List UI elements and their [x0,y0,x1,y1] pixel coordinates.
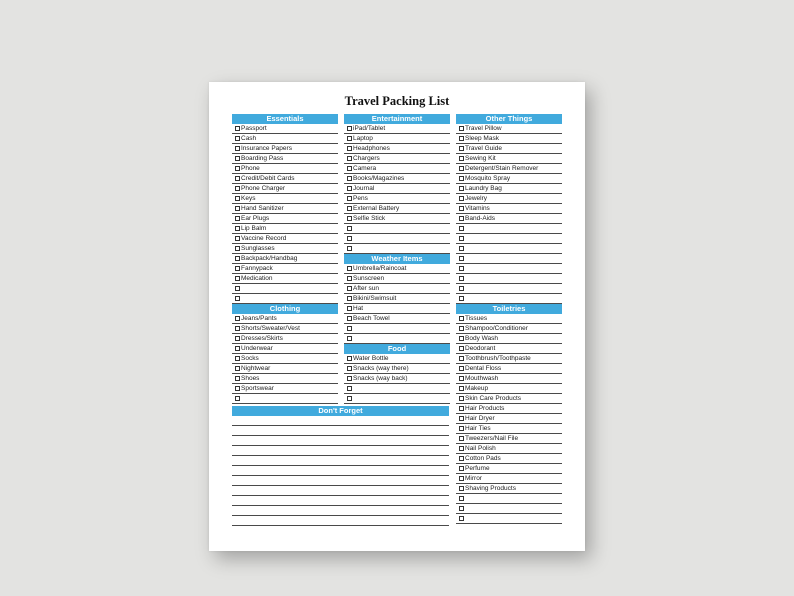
section-food [344,344,450,404]
checklist-item-label: Insurance Papers [241,145,292,152]
checklist-item-label: Mirror [465,475,482,482]
checklist-item [456,224,562,234]
checklist-item-label: Snacks (way back) [353,375,408,382]
checklist-item-label: Laundry Bag [465,185,502,192]
checkbox-icon[interactable] [459,136,464,141]
checklist-item [456,294,562,304]
checklist-item [232,154,338,164]
checklist-item-label: Keys [241,195,256,202]
write-in-line [232,496,449,506]
checklist-item [456,334,562,344]
checklist-item [232,364,338,374]
checklist-item [456,154,562,164]
checklist-item [456,344,562,354]
checklist-item [456,184,562,194]
checkbox-icon[interactable] [235,236,240,241]
checklist-item [456,414,562,424]
checkbox-icon[interactable] [459,146,464,151]
other-things-list [456,124,562,304]
checklist-item-label: Backpack/Handbag [241,255,298,262]
checkbox-icon[interactable] [235,316,240,321]
checkbox-icon[interactable] [235,176,240,181]
checklist-item-label: Shampoo/Conditioner [465,325,528,332]
checklist-item [344,134,450,144]
checklist-item [456,514,562,524]
checkbox-icon[interactable] [459,366,464,371]
checkbox-icon[interactable] [235,356,240,361]
checkbox-icon[interactable] [347,336,352,341]
checklist-item-label: Toothbrush/Toothpaste [465,355,531,362]
checkbox-icon[interactable] [235,366,240,371]
checklist-item-label: Dresses/Skirts [241,335,283,342]
checklist-item [344,274,450,284]
checklist-item-label: Cotton Pads [465,455,501,462]
checklist-item [456,434,562,444]
write-in-line [232,506,449,516]
checklist-item [344,284,450,294]
section-dont-forget [232,406,449,526]
checklist-item [344,234,450,244]
checkbox-icon[interactable] [235,266,240,271]
checkbox-icon[interactable] [235,226,240,231]
checkbox-icon[interactable] [459,506,464,511]
weather-items-header: Weather Items [344,254,450,264]
checklist-item-label: Mouthwash [465,375,499,382]
checklist-item-label: Shoes [241,375,260,382]
checkbox-icon[interactable] [347,126,352,131]
checklist-item-label: Boarding Pass [241,155,284,162]
write-in-line [232,516,449,526]
checkbox-icon[interactable] [459,286,464,291]
checklist-item [344,294,450,304]
checkbox-icon[interactable] [347,296,352,301]
checklist-item-label: Skin Care Products [465,395,521,402]
checkbox-icon[interactable] [459,236,464,241]
checkbox-icon[interactable] [235,136,240,141]
checklist-item-label: Underwear [241,345,273,352]
checklist-item [232,314,338,324]
checkbox-icon[interactable] [347,286,352,291]
checklist-item [456,234,562,244]
checklist-item [456,444,562,454]
checklist-item [232,184,338,194]
checklist-item [456,374,562,384]
checklist-item [456,134,562,144]
section-other-things [456,114,562,304]
checklist-item-label: Tissues [465,315,488,322]
checklist-item [456,164,562,174]
checklist-item [456,384,562,394]
checklist-item-label: Sportswear [241,385,274,392]
checkbox-icon[interactable] [235,146,240,151]
dont-forget-lines [232,416,449,526]
checklist-item [456,464,562,474]
checklist-item [456,194,562,204]
checklist-item-label: Detergent/Stain Remover [465,165,539,172]
checkbox-icon[interactable] [459,186,464,191]
checklist-item-label: Sunglasses [241,245,275,252]
checklist-item [456,274,562,284]
checklist-item [456,244,562,254]
checklist-item [344,354,450,364]
checklist-item [344,204,450,214]
write-in-line [232,486,449,496]
checklist-item [456,144,562,154]
checkbox-icon[interactable] [459,376,464,381]
checklist-item-label: iPad/Tablet [353,125,386,132]
checklist-item-label: Cash [241,135,257,142]
checkbox-icon[interactable] [459,356,464,361]
checklist-item [456,424,562,434]
checklist-item [232,124,338,134]
checkbox-icon[interactable] [347,166,352,171]
checkbox-icon[interactable] [459,126,464,131]
checkbox-icon[interactable] [459,346,464,351]
checkbox-icon[interactable] [347,206,352,211]
checklist-item [232,204,338,214]
checkbox-icon[interactable] [459,446,464,451]
checkbox-icon[interactable] [347,136,352,141]
column-right [456,114,562,524]
essentials-header: Essentials [232,114,338,124]
write-in-line [232,426,449,436]
other-things-header: Other Things [456,114,562,124]
checkbox-icon[interactable] [347,366,352,371]
write-in-line [232,446,449,456]
checklist-item-label: Fannypack [241,265,273,272]
checklist-item-label: Camera [353,165,377,172]
checklist-item [232,254,338,264]
checklist-item-label: Jeans/Pants [241,315,277,322]
checkbox-icon[interactable] [459,336,464,341]
checkbox-icon[interactable] [347,216,352,221]
checkbox-icon[interactable] [459,426,464,431]
section-essentials [232,114,338,304]
checkbox-icon[interactable] [459,166,464,171]
checkbox-icon[interactable] [235,346,240,351]
checkbox-icon[interactable] [459,226,464,231]
checkbox-icon[interactable] [347,376,352,381]
checklist-item [232,334,338,344]
checklist-item [344,184,450,194]
checklist-item-label: Mosquito Spray [465,175,511,182]
toiletries-list [456,314,562,524]
checklist-item [456,204,562,214]
checklist-item [232,144,338,154]
checkbox-icon[interactable] [347,246,352,251]
checklist-item-label: Nail Polish [465,445,496,452]
checklist-item-label: Hand Sanitizer [241,205,284,212]
checklist-item-label: Books/Magazines [353,175,405,182]
toiletries-header: Toiletries [456,304,562,314]
checkbox-icon[interactable] [459,406,464,411]
checklist-item [456,504,562,514]
write-in-line [232,436,449,446]
checkbox-icon[interactable] [347,276,352,281]
checklist-item [456,324,562,334]
checklist-item [232,324,338,334]
checklist-item [344,334,450,344]
checkbox-icon[interactable] [459,206,464,211]
checklist-item [232,134,338,144]
checkbox-icon[interactable] [459,476,464,481]
checkbox-icon[interactable] [235,126,240,131]
clothing-list [232,314,338,404]
checklist-item-label: Water Bottle [353,355,389,362]
checklist-item [232,374,338,384]
checklist-item-label: Socks [241,355,259,362]
checklist-item-label: Jewelry [465,195,488,202]
checkbox-icon[interactable] [347,196,352,201]
checklist-item-label: Sunscreen [353,275,385,282]
checklist-item-label: Headphones [353,145,390,152]
checklist-item [456,284,562,294]
checklist-item [344,194,450,204]
page-title: Travel Packing List [344,94,450,108]
checklist-item-label: Passport [241,125,267,132]
checklist-item-label: Bikini/Swimsuit [353,295,397,302]
checklist-item-label: Vitamins [465,205,490,212]
checkbox-icon[interactable] [459,486,464,491]
clothing-header: Clothing [232,304,338,314]
checklist-item [344,324,450,334]
checklist-item-label: Shaving Products [465,485,516,492]
checkbox-icon[interactable] [347,236,352,241]
checklist-item-label: Hair Ties [465,425,491,432]
checkbox-icon[interactable] [235,296,240,301]
checkbox-icon[interactable] [235,246,240,251]
checklist-item [456,254,562,264]
checklist-item-label: Vaccine Record [241,235,287,242]
checklist-item-label: Hat [353,305,364,312]
checklist-item-label: Makeup [465,385,489,392]
checklist-item-label: Lip Balm [241,225,267,232]
checklist-item-label: Phone Charger [241,185,286,192]
checklist-item [344,314,450,324]
checklist-item-label: Pens [353,195,368,202]
checklist-item [344,364,450,374]
checkbox-icon[interactable] [459,326,464,331]
checkbox-icon[interactable] [235,166,240,171]
checklist-item [456,314,562,324]
checklist-item-label: Hair Dryer [465,415,495,422]
checklist-item-label: Phone [241,165,260,172]
checklist-item [344,164,450,174]
checklist-item [456,394,562,404]
checklist-item-label: Ear Plugs [241,215,270,222]
checklist-item [344,264,450,274]
checklist-item [232,164,338,174]
checkbox-icon[interactable] [347,226,352,231]
checkbox-icon[interactable] [459,256,464,261]
column-left [232,114,338,404]
checklist-item [344,174,450,184]
checkbox-icon[interactable] [459,266,464,271]
column-middle [344,114,450,404]
checklist-item-label: Hair Products [465,405,505,412]
checkbox-icon[interactable] [459,436,464,441]
checklist-item [232,244,338,254]
write-in-line [232,416,449,426]
checkbox-icon[interactable] [459,496,464,501]
checklist-item-label: Selfie Stick [353,215,386,222]
checkbox-icon[interactable] [459,176,464,181]
checklist-item-label: Band-Aids [465,215,495,222]
checkbox-icon[interactable] [459,386,464,391]
checkbox-icon[interactable] [347,176,352,181]
checklist-item-label: Snacks (way there) [353,365,409,372]
checkbox-icon[interactable] [459,276,464,281]
packing-list-page [209,82,585,551]
checklist-item [344,384,450,394]
food-header: Food [344,344,450,354]
checklist-item-label: Tweezers/Nail File [465,435,519,442]
checklist-item-label: Chargers [353,155,380,162]
checklist-item-label: Laptop [353,135,373,142]
section-entertainment [344,114,450,254]
checklist-item-label: Sewing Kit [465,155,496,162]
checklist-item [456,474,562,484]
entertainment-header: Entertainment [344,114,450,124]
checklist-item [456,264,562,274]
checklist-item-label: Beach Towel [353,315,390,322]
checklist-item [232,274,338,284]
checklist-item-label: Umbrella/Raincoat [353,265,407,272]
checklist-item [232,394,338,404]
food-list [344,354,450,404]
checkbox-icon[interactable] [235,156,240,161]
checklist-item [232,294,338,304]
checklist-item-label: Nightwear [241,365,271,372]
checkbox-icon[interactable] [235,386,240,391]
checkbox-icon[interactable] [347,156,352,161]
checklist-item-label: Dental Floss [465,365,502,372]
checklist-item [232,224,338,234]
checklist-item-label: Sleep Mask [465,135,499,142]
checklist-item [232,384,338,394]
checklist-item [232,214,338,224]
checklist-item-label: After sun [353,285,380,292]
checklist-item-label: Journal [353,185,375,192]
checkbox-icon[interactable] [235,186,240,191]
checklist-item [344,374,450,384]
checkbox-icon[interactable] [235,196,240,201]
checklist-item-label: Travel Pillow [465,125,502,132]
checkbox-icon[interactable] [459,156,464,161]
checkbox-icon[interactable] [347,186,352,191]
checklist-item [232,234,338,244]
checklist-item-label: Perfume [465,465,490,472]
checkbox-icon[interactable] [347,146,352,151]
dont-forget-header: Don't Forget [232,406,449,416]
checklist-item [456,354,562,364]
checklist-item-label: External Battery [353,205,400,212]
checkbox-icon[interactable] [235,396,240,401]
checklist-item [344,394,450,404]
checkbox-icon[interactable] [459,466,464,471]
checkbox-icon[interactable] [347,386,352,391]
entertainment-list [344,124,450,254]
checklist-item [344,244,450,254]
section-weather-items [344,254,450,344]
checkbox-icon[interactable] [347,266,352,271]
checklist-item [344,224,450,234]
checklist-item [344,154,450,164]
checklist-item [456,214,562,224]
checkbox-icon[interactable] [459,216,464,221]
checkbox-icon[interactable] [347,356,352,361]
checklist-item [344,304,450,314]
section-toiletries [456,304,562,524]
write-in-line [232,456,449,466]
checklist-item [232,284,338,294]
checkbox-icon[interactable] [235,206,240,211]
checkbox-icon[interactable] [347,396,352,401]
section-clothing [232,304,338,404]
checklist-item [456,404,562,414]
essentials-list [232,124,338,304]
checkbox-icon[interactable] [459,316,464,321]
checklist-item [456,364,562,374]
checklist-item-label: Deodorant [465,345,496,352]
checkbox-icon[interactable] [347,326,352,331]
checklist-item [232,344,338,354]
checkbox-icon[interactable] [347,306,352,311]
checkbox-icon[interactable] [235,326,240,331]
checklist-item-label: Credit/Debit Cards [241,175,295,182]
checklist-item [232,194,338,204]
checkbox-icon[interactable] [235,256,240,261]
checkbox-icon[interactable] [235,276,240,281]
checkbox-icon[interactable] [235,376,240,381]
checklist-item [344,214,450,224]
checklist-item [456,484,562,494]
checklist-item [456,494,562,504]
checklist-item [232,174,338,184]
checklist-item-label: Medication [241,275,273,282]
checkbox-icon[interactable] [459,516,464,521]
checklist-item-label: Body Wash [465,335,498,342]
checkbox-icon[interactable] [459,396,464,401]
checklist-item [232,354,338,364]
checkbox-icon[interactable] [459,196,464,201]
checkbox-icon[interactable] [235,286,240,291]
checklist-item [456,174,562,184]
checkbox-icon[interactable] [459,416,464,421]
weather-items-list [344,264,450,344]
checkbox-icon[interactable] [459,246,464,251]
checklist-item [344,144,450,154]
checkbox-icon[interactable] [459,456,464,461]
checklist-item [344,124,450,134]
checklist-item [232,264,338,274]
checkbox-icon[interactable] [347,316,352,321]
checkbox-icon[interactable] [459,296,464,301]
checklist-item-label: Travel Guide [465,145,502,152]
checklist-item [456,454,562,464]
checkbox-icon[interactable] [235,216,240,221]
checklist-item [456,124,562,134]
checkbox-icon[interactable] [235,336,240,341]
write-in-line [232,466,449,476]
checklist-item-label: Shorts/Sweater/Vest [241,325,300,332]
write-in-line [232,476,449,486]
